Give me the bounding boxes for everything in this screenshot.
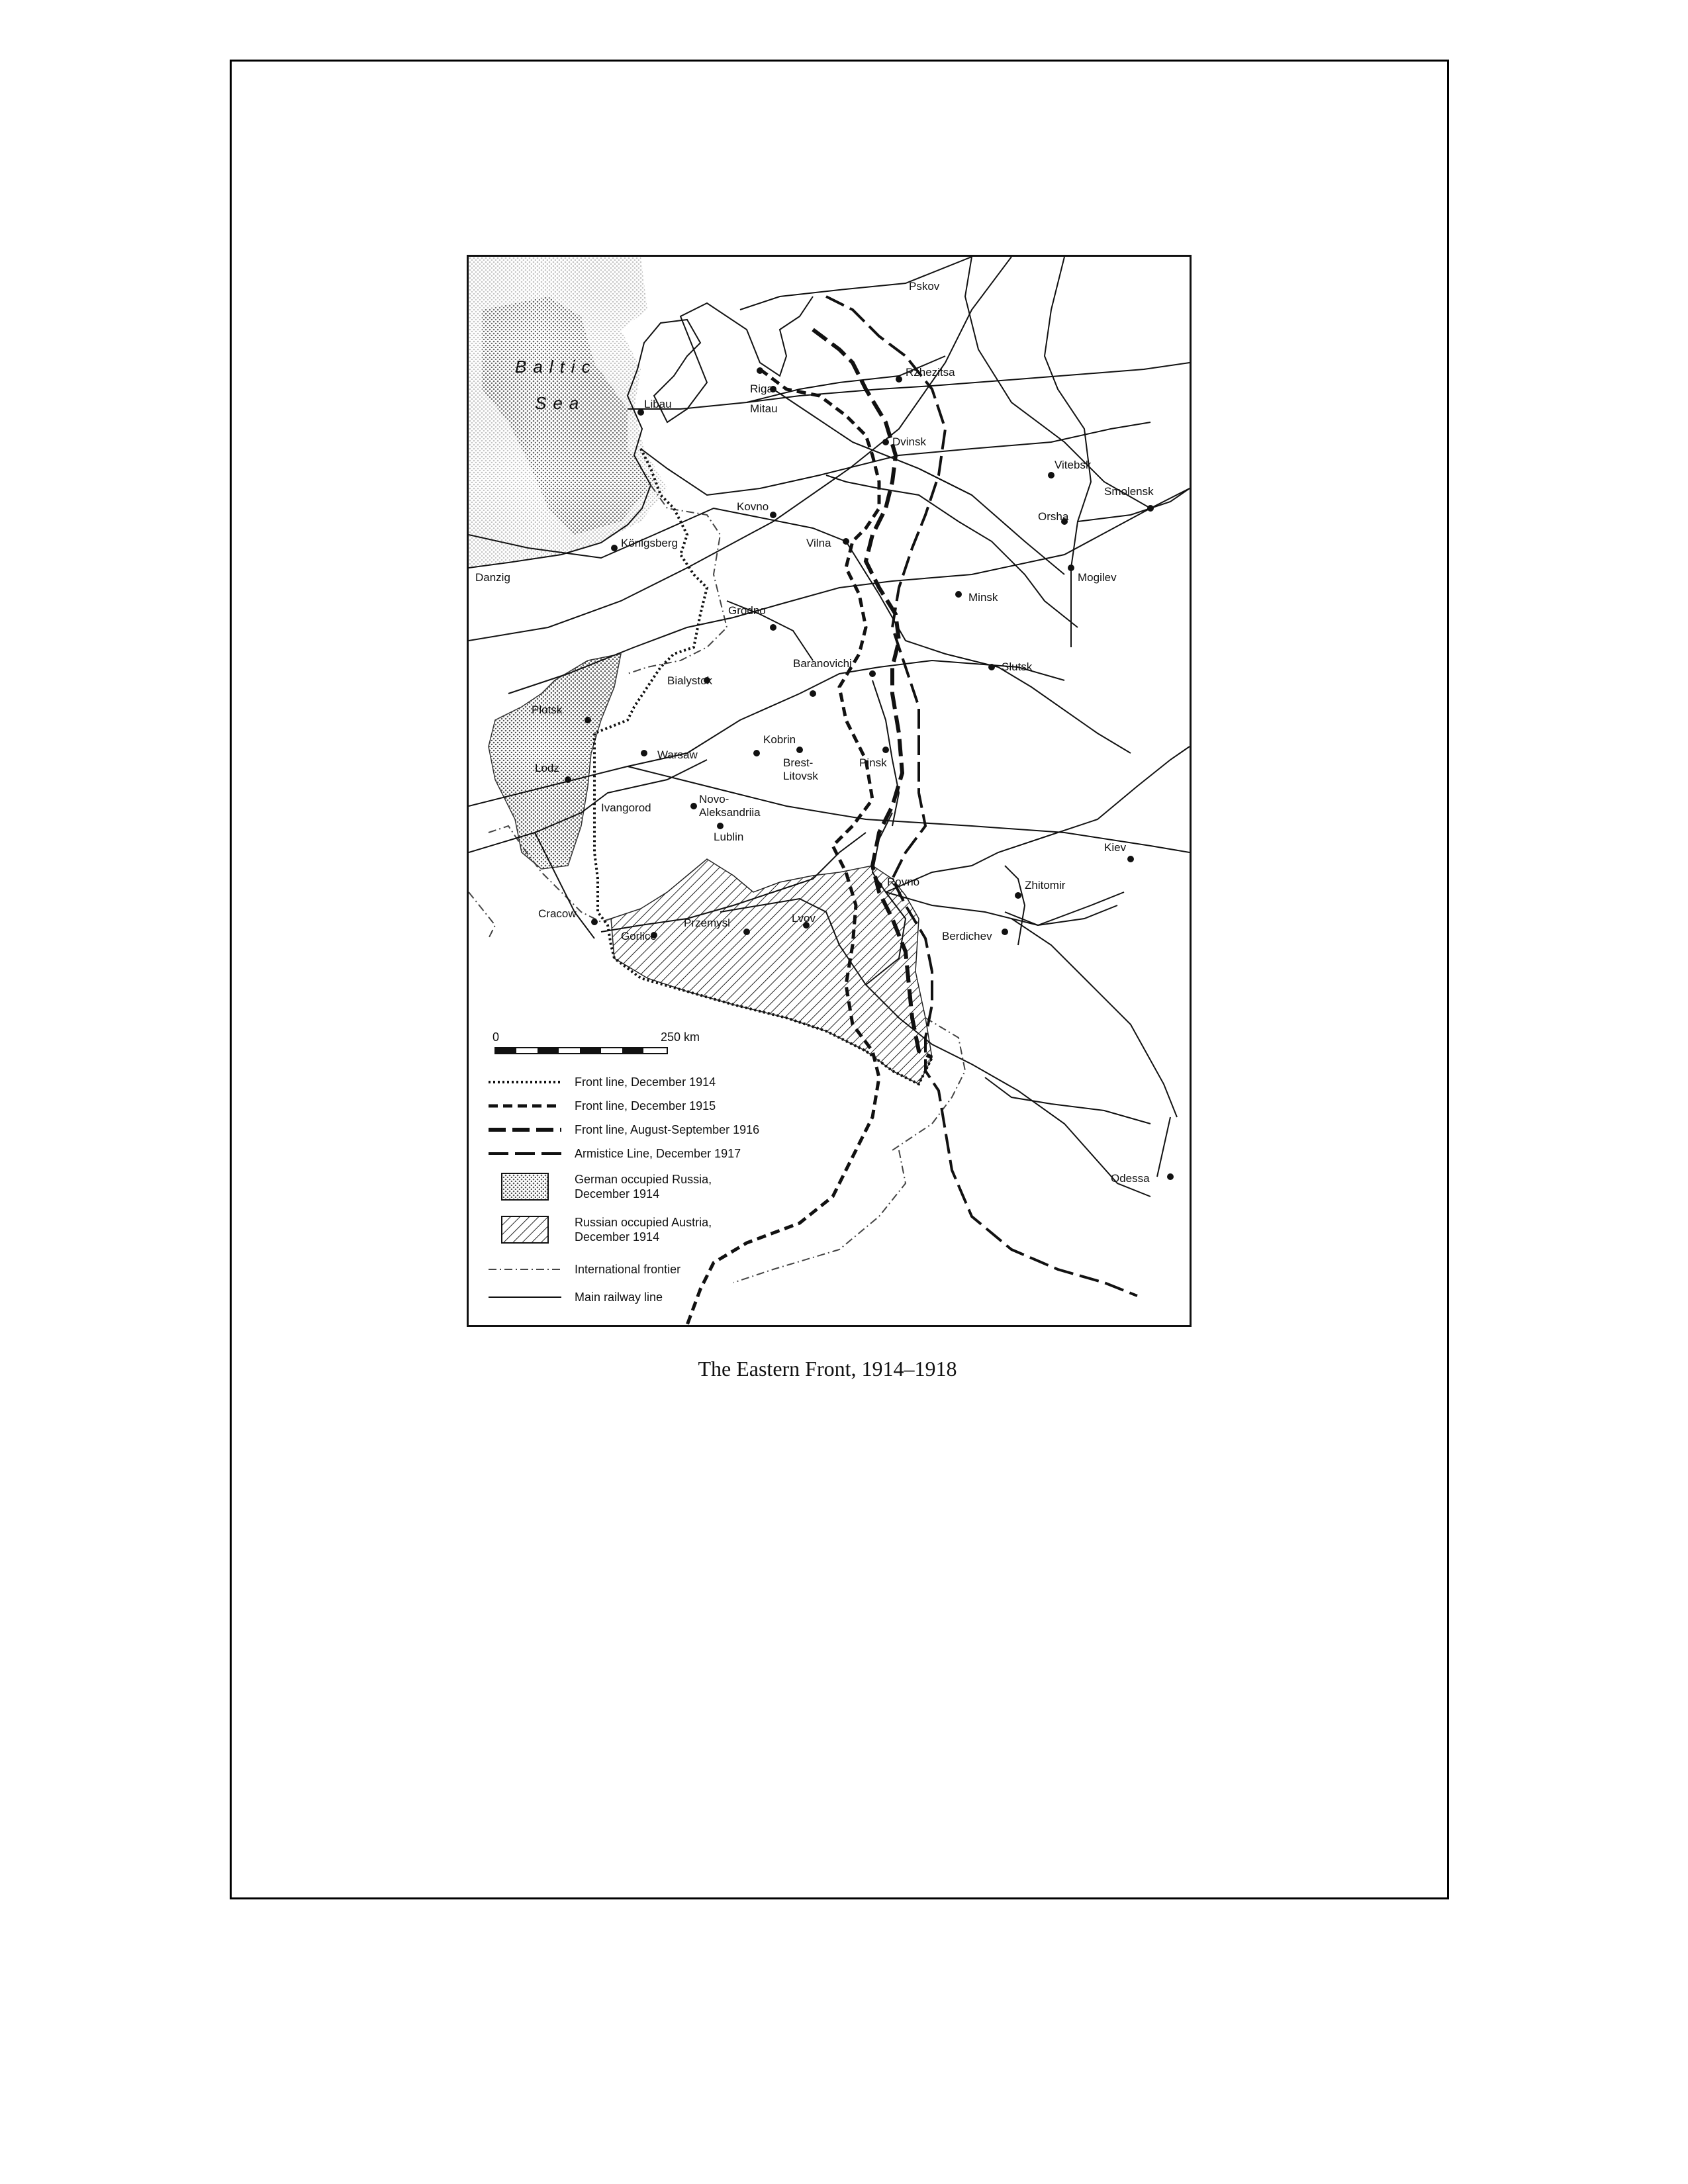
city-novo: Novo- xyxy=(699,793,729,805)
city-plotsk: Plotsk xyxy=(532,704,563,716)
city-kobrin: Kobrin xyxy=(763,733,796,746)
city-mitau: Mitau xyxy=(750,402,778,415)
city-berdichev: Berdichev xyxy=(942,930,992,942)
city-brest: Brest- xyxy=(783,756,814,769)
legend-german-occ-1: German occupied Russia, xyxy=(575,1173,712,1186)
city-slutsk: Slutsk xyxy=(1002,660,1033,673)
front-line-1915 xyxy=(687,369,879,1325)
city-kiev: Kiev xyxy=(1104,841,1127,854)
city-konigsberg: Königsberg xyxy=(621,537,679,549)
city-pinsk: Pinsk xyxy=(859,756,887,769)
city-grodno: Grodno xyxy=(728,604,766,617)
city-libau: Libau xyxy=(644,398,672,410)
city-zhitomir: Zhitomir xyxy=(1025,879,1066,891)
city-mogilev: Mogilev xyxy=(1078,571,1117,584)
eastern-front-map xyxy=(467,255,1192,1327)
city-cracow: Cracow xyxy=(538,907,577,920)
city-ivangorod: Ivangorod xyxy=(601,801,651,814)
city-baranovichi: Baranovichi xyxy=(793,657,852,670)
legend-german-occ-2: December 1914 xyxy=(575,1187,660,1201)
city-lvov: Lvov xyxy=(792,912,816,925)
legend-front-1915: Front line, December 1915 xyxy=(575,1099,716,1113)
city-orsha: Orsha xyxy=(1038,510,1069,523)
city-vitebsk: Vitebsk xyxy=(1055,459,1092,471)
city-lodz: Lodz xyxy=(535,762,559,774)
map-legend xyxy=(489,1075,759,1304)
city-odessa: Odessa xyxy=(1111,1172,1150,1185)
legend-russian-occ-2: December 1914 xyxy=(575,1230,660,1244)
city-brest2: Litovsk xyxy=(783,770,818,782)
city-rzhezitsa: Rzhezitsa xyxy=(906,366,955,379)
city-kovno: Kovno xyxy=(737,500,769,513)
legend-russian-occ-1: Russian occupied Austria, xyxy=(575,1216,712,1229)
city-smolensk: Smolensk xyxy=(1104,485,1154,498)
city-lublin: Lublin xyxy=(714,831,744,843)
scale-zero: 0 xyxy=(492,1030,500,1044)
city-gorlice: Gorlice xyxy=(621,930,657,942)
city-dvinsk: Dvinsk xyxy=(892,435,927,448)
city-pskov: Pskov xyxy=(909,280,940,293)
sea-label-line1: Baltic xyxy=(515,357,597,377)
legend-railway: Main railway line xyxy=(575,1291,663,1304)
legend-frontier: International frontier xyxy=(575,1263,681,1276)
map-svg xyxy=(469,257,1190,1325)
figure-caption: The Eastern Front, 1914–1918 xyxy=(698,1357,957,1381)
scale-label: 250 km xyxy=(661,1030,700,1044)
sea-label-line2: Sea xyxy=(535,393,586,413)
legend-front-1914: Front line, December 1914 xyxy=(575,1075,716,1089)
city-warsaw: Warsaw xyxy=(657,749,698,761)
city-novo2: Aleksandriia xyxy=(699,806,761,819)
city-riga: Riga xyxy=(750,383,773,395)
scale-bar xyxy=(492,1030,700,1054)
city-rovno: Rovno xyxy=(887,876,920,888)
city-bialystok: Bialystok xyxy=(667,674,713,687)
city-przemysl: Przemysl xyxy=(684,917,730,929)
city-danzig: Danzig xyxy=(475,571,510,584)
legend-armistice-1917: Armistice Line, December 1917 xyxy=(575,1147,741,1160)
city-vilna: Vilna xyxy=(806,537,831,549)
city-minsk: Minsk xyxy=(968,591,998,604)
legend-front-1916: Front line, August-September 1916 xyxy=(575,1123,760,1136)
